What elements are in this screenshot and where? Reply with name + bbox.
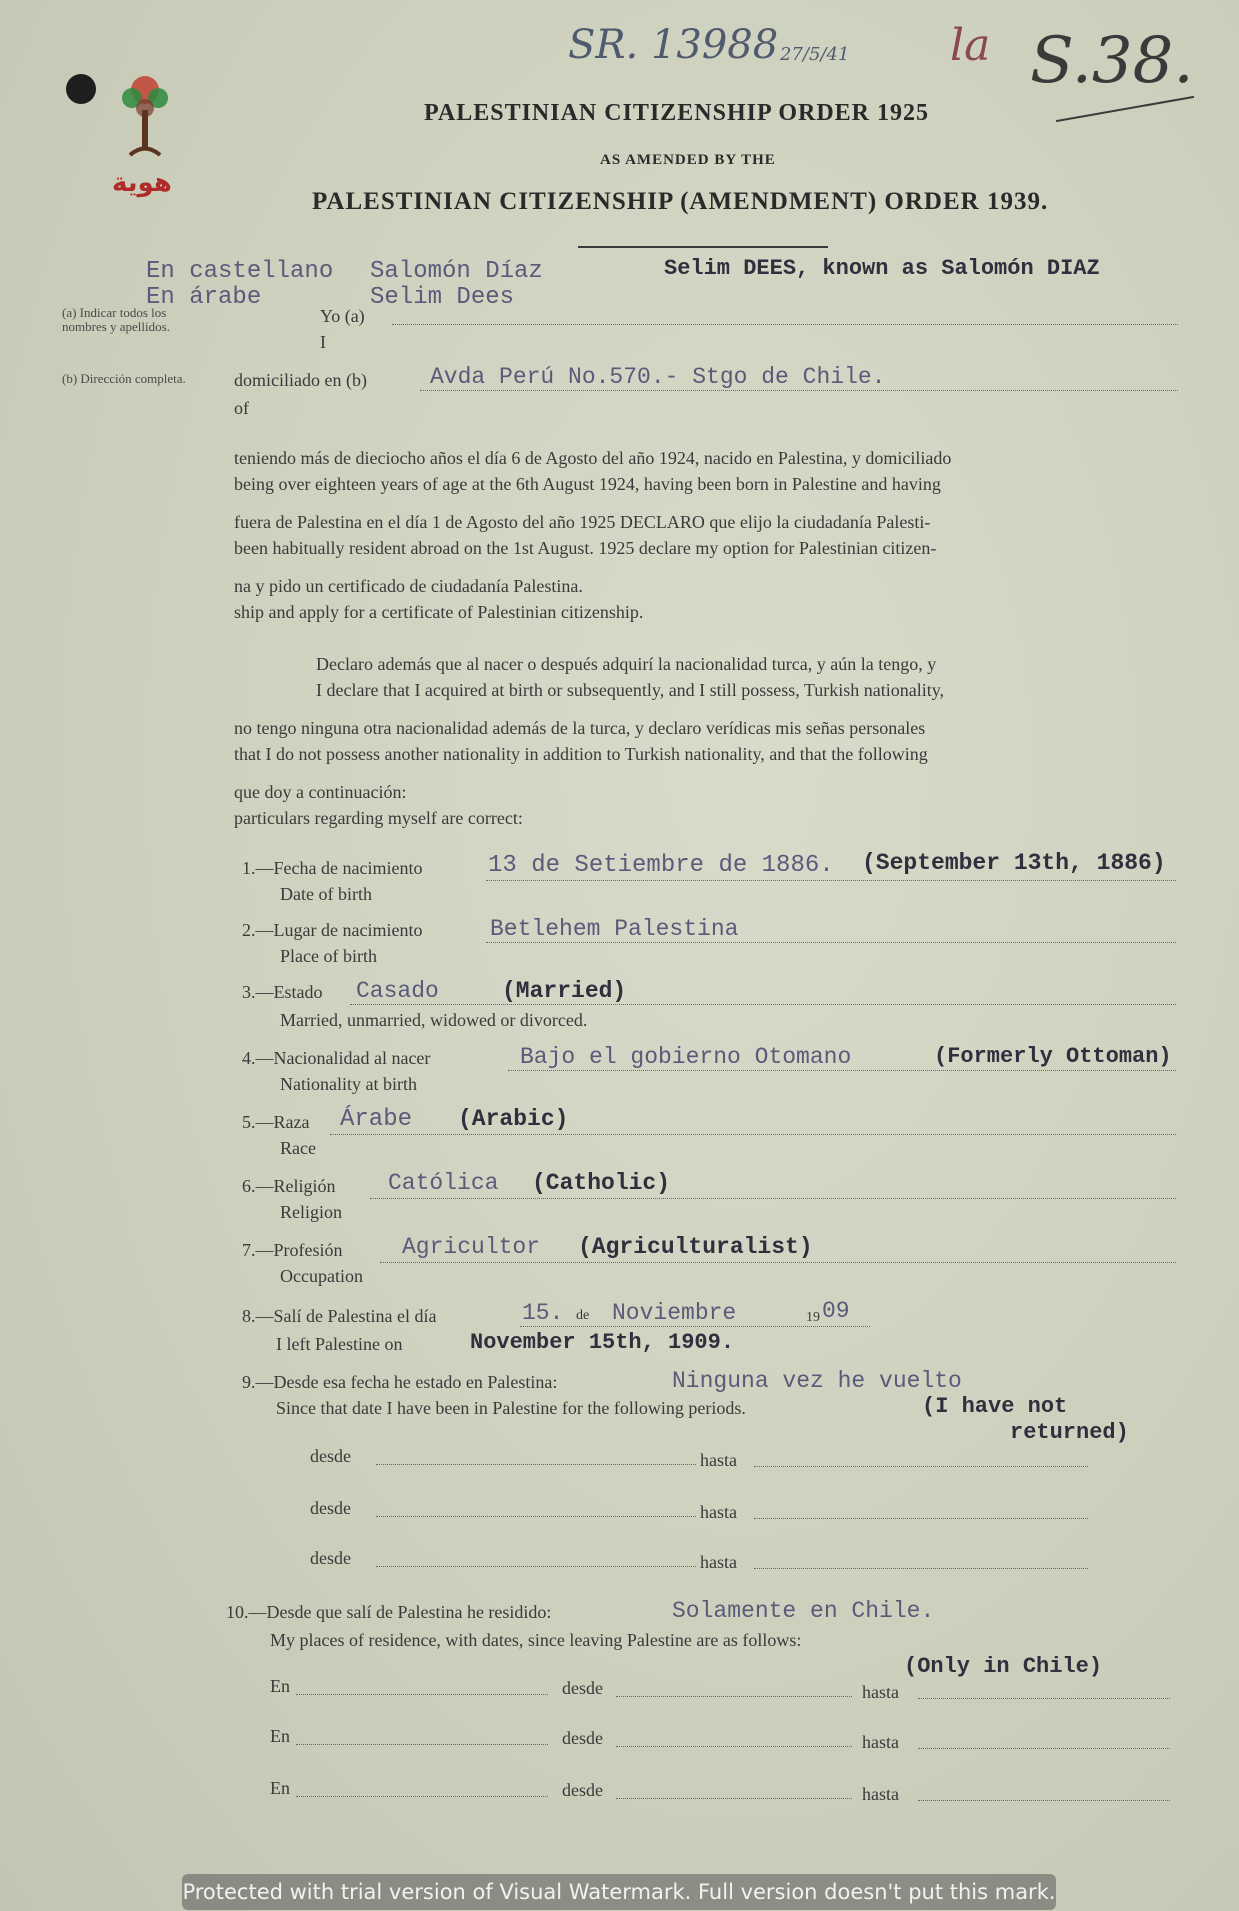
hole-punch [66,74,96,104]
left-label-es: 8.—Salí de Palestina el día [242,1306,437,1326]
item-label-es: 7.—Profesión [242,1240,343,1260]
left-line [520,1326,870,1327]
handwritten-initial: la [950,20,991,71]
item-label-es: 6.—Religión [242,1176,336,1196]
title-divider [578,246,828,248]
item-label-en: Place of birth [280,946,377,966]
res-2-hasta-line [918,1748,1170,1749]
residence-label-en: My places of residence, with dates, since leaving Palestine are as follows: [270,1630,802,1650]
res-2-desde-line [616,1746,852,1747]
period-3-desde: desde [310,1548,351,1568]
item-value-en: (September 13th, 1886) [862,850,1166,876]
since-label-es: 9.—Desde esa fecha he estado en Palestina: [242,1372,558,1392]
item-label-en: Nationality at birth [280,1074,417,1094]
decl-p2-en: been habitually resident abroad on the 1st August. 1925 declare my option for Palestinian citizen- [234,538,937,558]
since-value-en-1: (I have not [922,1394,1068,1419]
res-3-en-line [296,1796,548,1797]
full-name-typed: Selim DEES, known as Salomón DIAZ [664,256,1100,281]
period-3-hasta-line [754,1568,1088,1569]
res-3-desde: desde [562,1780,603,1800]
note-a: (a) Indicar todos los nombres y apellidos. [62,305,170,334]
decl-p5-es: no tengo ninguna otra nacionalidad además de la turca, y declaro verídicas mis señas personales [234,718,926,738]
item-value-en: (Catholic) [532,1170,671,1196]
res-3-hasta-line [918,1800,1170,1801]
logo-text: هوية [112,168,172,198]
decl-p1-es: teniendo más de dieciocho años el día 6 de Agosto del año 1924, nacido en Palestina, y domiciliado [234,448,952,468]
title-line-1: PALESTINIAN CITIZENSHIP ORDER 1925 [424,100,929,126]
address-value: Avda Perú No.570.- Stgo de Chile. [430,364,886,390]
item-label-es: 2.—Lugar de nacimiento [242,920,423,940]
decl-p4-en: I declare that I acquired at birth or subsequently, and I still possess, Turkish nationality, [316,680,945,700]
res-2-en: En [270,1726,290,1746]
res-3-desde-line [616,1798,852,1799]
item-value: Casado [356,978,439,1004]
left-value-en: November 15th, 1909. [470,1330,735,1355]
res-2-desde: desde [562,1728,603,1748]
item-value: Bajo el gobierno Otomano [520,1044,852,1070]
period-2-desde: desde [310,1498,351,1518]
item-value: Betlehem Palestina [490,916,739,942]
castellano-label: En castellano [146,258,334,285]
decl-p3-es: na y pido un certificado de ciudadanía Palestina. [234,576,583,596]
period-1-hasta-line [754,1466,1088,1467]
item-label-es: 1.—Fecha de nacimiento [242,858,423,878]
item-value: Católica [388,1170,499,1196]
decl-p4-es: Declaro además que al nacer o después adquirí la nacionalidad turca, y aún la tengo, y [316,654,937,674]
item-value-en: (Formerly Ottoman) [934,1044,1172,1069]
watermark-banner: Protected with trial version of Visual Watermark. Full version doesn't put this mark. [182,1874,1056,1910]
item-line [350,1004,1176,1005]
residence-value: Solamente en Chile. [672,1598,935,1624]
decl-p2-es: fuera de Palestina en el día 1 de Agosto del año 1925 DECLARO que elijo la ciudadanía Palesti- [234,512,931,532]
item-label-en: Religion [280,1202,342,1222]
address-label-es: domiciliado en (b) [234,370,367,390]
since-value: Ninguna vez he vuelto [672,1368,962,1394]
left-day: 15. [522,1300,564,1326]
left-de: de [576,1308,590,1323]
res-1-hasta-line [918,1698,1170,1699]
res-1-desde: desde [562,1678,603,1698]
title-line-2: AS AMENDED BY THE [600,152,776,168]
res-1-en: En [270,1676,290,1696]
yo-label: Yo (a) [320,306,365,326]
decl-p3-en: ship and apply for a certificate of Palestinian citizenship. [234,602,644,622]
item-value: Agricultor [402,1234,541,1260]
res-1-en-line [296,1694,548,1695]
res-2-en-line [296,1744,548,1745]
item-line [486,880,1176,881]
item-value-en: (Agriculturalist) [578,1234,813,1260]
address-label-en: of [234,398,249,418]
item-label-en: Race [280,1138,316,1158]
period-1-hasta: hasta [700,1450,737,1470]
tree-logo-icon [110,70,180,170]
item-line [330,1134,1176,1135]
item-label-en: Date of birth [280,884,372,904]
residence-label-es: 10.—Desde que salí de Palestina he residido: [226,1602,552,1622]
arabe-value: Selim Dees [370,284,515,311]
period-1-desde-line [376,1464,696,1465]
since-value-en-2: returned) [1010,1420,1129,1445]
item-value-en: (Arabic) [458,1106,569,1132]
decl-p5-en: that I do not possess another nationality in addition to Turkish nationality, and that the following [234,744,928,764]
res-3-hasta: hasta [862,1784,899,1804]
item-line [380,1262,1176,1263]
left-year-prefix: 19 [806,1310,820,1325]
period-3-hasta: hasta [700,1552,737,1572]
title-line-3: PALESTINIAN CITIZENSHIP (AMENDMENT) ORDER 1939. [312,188,1049,215]
item-label-en: Occupation [280,1266,363,1286]
residence-value-en: (Only in Chile) [904,1654,1103,1679]
decl-p6-en: particulars regarding myself are correct: [234,808,523,828]
address-line [420,390,1178,391]
res-2-hasta: hasta [862,1732,899,1752]
item-label-es: 3.—Estado [242,982,323,1002]
item-label-en: Married, unmarried, widowed or divorced. [280,1010,588,1030]
decl-p1-en: being over eighteen years of age at the 6th August 1924, having been born in Palestine and having [234,474,941,494]
item-value: 13 de Setiembre de 1886. [488,852,834,879]
item-value-en: (Married) [502,978,627,1004]
left-month: Noviembre [612,1300,737,1326]
castellano-value: Salomón Díaz [370,258,543,285]
note-b: (b) Dirección completa. [62,371,186,386]
period-2-hasta-line [754,1518,1088,1519]
handwritten-scribble: 27/5/41 [780,44,850,65]
period-3-desde-line [376,1566,696,1567]
left-label-en: I left Palestine on [276,1334,403,1354]
period-2-desde-line [376,1516,696,1517]
res-1-desde-line [616,1696,852,1697]
handwritten-ref: SR. 13988 [568,22,779,68]
item-line [370,1198,1176,1199]
item-line [486,942,1176,943]
item-label-es: 5.—Raza [242,1112,310,1132]
arabe-label: En árabe [146,284,262,311]
since-label-en: Since that date I have been in Palestine for the following periods. [276,1398,746,1418]
res-3-en: En [270,1778,290,1798]
period-2-hasta: hasta [700,1502,737,1522]
handwritten-code: S.38. [1030,24,1194,98]
item-label-es: 4.—Nacionalidad al nacer [242,1048,431,1068]
handwritten-underline [1056,96,1194,122]
left-year: 09 [822,1298,850,1324]
i-label: I [320,332,326,352]
decl-p6-es: que doy a continuación: [234,782,407,802]
name-line [392,324,1178,325]
item-value: Árabe [340,1106,413,1133]
item-line [508,1070,1176,1071]
period-1-desde: desde [310,1446,351,1466]
res-1-hasta: hasta [862,1682,899,1702]
